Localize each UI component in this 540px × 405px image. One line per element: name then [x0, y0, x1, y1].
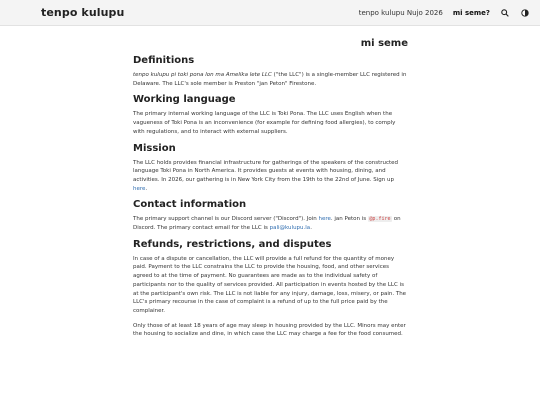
working-language-heading: Working language	[133, 94, 236, 106]
refunds-heading: Refunds, restrictions, and disputes	[133, 238, 332, 250]
contact-text-d: .	[310, 225, 312, 232]
mission-heading: Mission	[133, 142, 176, 154]
top-navigation-bar	[0, 0, 540, 26]
contact-paragraph	[133, 215, 408, 232]
mission-paragraph	[133, 159, 408, 194]
site-brand-link[interactable]: tenpo kulupu	[41, 6, 125, 19]
contact-text-c: on Discord. The primary contact email for the LLC is	[133, 216, 401, 232]
definitions-text: ("the LLC") is a single-member LLC registered in Delaware. The LLC's sole member is Preston "jan Peton" Firestone.	[133, 72, 407, 87]
contact-text-b: . jan Peton is	[330, 216, 368, 223]
discord-handle: @p.fire	[369, 216, 391, 223]
signup-link[interactable]: here	[133, 185, 146, 192]
search-icon[interactable]	[500, 8, 510, 18]
mission-text: The LLC holds provides financial infrastructure for gatherings of the speakers of the constructed language Toki Pona in North America. It provides guests at events with housing, dining, and activities. In 2026, our gathering is in New York City from the 19th to the 22nd of June. Sign up	[133, 159, 399, 183]
theme-toggle-icon[interactable]	[520, 8, 530, 18]
page-title: mi seme	[360, 38, 408, 49]
contact-text-a: The primary support channel is our Discord server ("Discord"). Join	[133, 216, 319, 223]
mission-text-end: .	[145, 185, 148, 192]
definitions-paragraph	[133, 71, 408, 88]
discord-join-link[interactable]: here	[318, 216, 331, 223]
working-language-paragraph: The primary internal working language of the LLC is Toki Pona. The LLC uses English when the vagueness of Toki Pona is an inconvenience (for example for defining food allergies), to comply with regulations, and to interact with external suppliers.	[133, 111, 396, 135]
llc-full-name: tenpo kulupu pi toki pona lon ma Amelika lete LLC	[133, 72, 272, 78]
nav-link-mi-seme[interactable]: mi seme?	[452, 8, 490, 17]
refunds-paragraph-1: In case of a dispute or cancellation, the LLC will provide a full refund for the quantity of money paid. Payment to the LLC constrains the LLC to provide the housing, food, and other services agreed to at the time of payment. No guarantees are made as to the individual safety of participants nor to the quality of services provided. All participation in events hosted by the LLC is at the participant's own risk. The LLC is not liable for any injury, damage, loss, misery, or pain. The LLC's primary recourse in the case of complaint is a refund of up to the full price paid by the complainer.	[133, 255, 407, 314]
main-content	[133, 26, 408, 345]
definitions-heading: Definitions	[133, 55, 195, 66]
contact-email-link[interactable]: pali@kulupu.la	[269, 225, 311, 232]
nav-link-nujo-2026[interactable]: tenpo kulupu Nujo 2026	[358, 8, 443, 17]
refunds-paragraph-2: Only those of at least 18 years of age may sleep in housing provided by the LLC. Minors may enter the housing to socialize and dine, in which case the LLC may charge a fee for the food consumed.	[133, 322, 406, 338]
contact-heading: Contact information	[133, 199, 247, 211]
